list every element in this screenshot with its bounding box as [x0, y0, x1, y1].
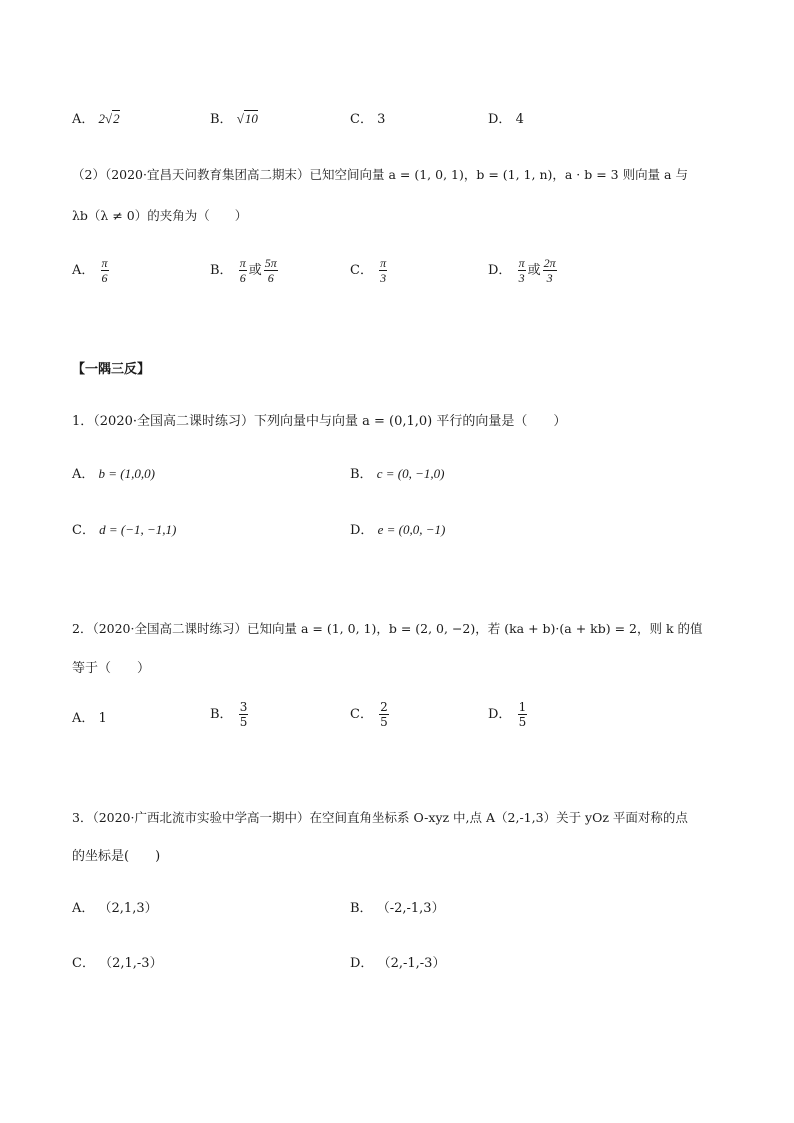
option-label: D．: [488, 263, 512, 278]
p2-option-b: [210, 700, 250, 729]
p3-option-c: [72, 952, 163, 971]
q0-option-b-value: √10: [236, 111, 258, 126]
p1-option-b: [350, 463, 444, 482]
option-label: D．: [350, 956, 374, 971]
q0-option-d-value: 4: [515, 112, 524, 127]
p1-stem: 1．（2020·全国高二课时练习）下列向量中与向量 a = (0,1,0) 平行的向量是（ ）: [72, 414, 567, 429]
q0-option-a-value: 2√2: [98, 111, 120, 126]
q2-option-a: [72, 256, 111, 285]
p1-option-d-value: e = (0,0, −1): [377, 522, 446, 537]
p2-stem-line2: 等于（ ）: [72, 661, 151, 676]
p2-option-c: [350, 700, 391, 729]
q2-option-c: [350, 256, 389, 285]
option-label: B．: [350, 467, 373, 482]
p3-option-b: [350, 897, 445, 916]
p1-option-c-value: d = (−1, −1,1): [99, 522, 177, 537]
q2-option-b: [210, 256, 280, 285]
p3-option-b-value: （-2,-1,3）: [376, 901, 445, 916]
q2-stem-line1: （2）（2020·宜昌天问教育集团高二期末）已知空间向量 a = (1, 0, 1)，b = (1, 1, n)，a · b = 3 则向量 a 与: [72, 167, 688, 182]
p3-option-d-value: （2,-1,-3）: [377, 956, 446, 971]
p2-option-d-value: $\frac{1}{5}$: [518, 700, 527, 729]
option-label: C．: [72, 523, 95, 538]
p1-option-a: [72, 463, 155, 482]
option-label: A．: [72, 711, 95, 726]
p2-option-a: [72, 707, 107, 726]
p3-option-c-value: （2,1,-3）: [99, 956, 163, 971]
p3-option-a-value: （2,1,3）: [98, 901, 158, 916]
section-heading: 【一隅三反】: [72, 362, 151, 377]
option-label: C．: [350, 112, 373, 127]
p2-option-c-value: $\frac{2}{5}$: [380, 700, 388, 729]
p1-option-c: [72, 519, 176, 538]
q2-option-a-value: $\frac{\pi}{6}$: [101, 256, 108, 285]
q2-option-c-value: $\frac{\pi}{3}$: [380, 256, 387, 285]
p2-option-a-value: 1: [98, 711, 107, 726]
p3-option-d: [350, 952, 445, 971]
option-label: C．: [72, 956, 95, 971]
q0-option-a: [72, 108, 120, 127]
q0-option-c-value: 3: [377, 112, 386, 127]
p3-stem-line2: 的坐标是( ): [72, 849, 161, 864]
option-label: B．: [350, 901, 373, 916]
option-label: A．: [72, 467, 95, 482]
option-label: B．: [210, 707, 233, 722]
q2-option-d-value: $\frac{\pi}{3}$ 或 $\frac{2\pi}{3}$: [518, 256, 556, 285]
p3-stem-line1: 3．（2020·广西北流市实验中学高一期中）在空间直角坐标系 O-xyz 中,点 A（2,-1,3）关于 yOz 平面对称的点: [72, 810, 688, 825]
option-label: D．: [488, 707, 512, 722]
option-label: C．: [350, 263, 373, 278]
q0-option-d: [488, 108, 524, 127]
q2-option-b-value: $\frac{\pi}{6}$ 或 $\frac{5\pi}{6}$: [239, 256, 277, 285]
option-label: A．: [72, 263, 95, 278]
p2-option-d: [488, 700, 529, 729]
option-label: C．: [350, 707, 373, 722]
option-label: D．: [488, 112, 512, 127]
q0-option-b: [210, 108, 258, 127]
p1-option-d: [350, 519, 445, 538]
option-label: D．: [350, 523, 374, 538]
q2-option-d: [488, 256, 559, 285]
option-label: A．: [72, 112, 95, 127]
option-label: B．: [210, 263, 233, 278]
option-label: A．: [72, 901, 95, 916]
p2-option-b-value: $\frac{3}{5}$: [239, 700, 248, 729]
option-label: B．: [210, 112, 233, 127]
p3-option-a: [72, 897, 158, 916]
p1-option-a-value: b = (1,0,0): [98, 466, 155, 481]
p1-option-b-value: c = (0, −1,0): [376, 466, 445, 481]
q2-stem-line2: λb（λ ≠ 0）的夹角为（ ）: [72, 208, 248, 223]
q0-option-c: [350, 108, 385, 127]
p2-stem-line1: 2．（2020·全国高二课时练习）已知向量 a = (1, 0, 1)，b = (2, 0, −2)，若 (ka + b)·(a + kb) = 2，则 k 的值: [72, 621, 703, 636]
